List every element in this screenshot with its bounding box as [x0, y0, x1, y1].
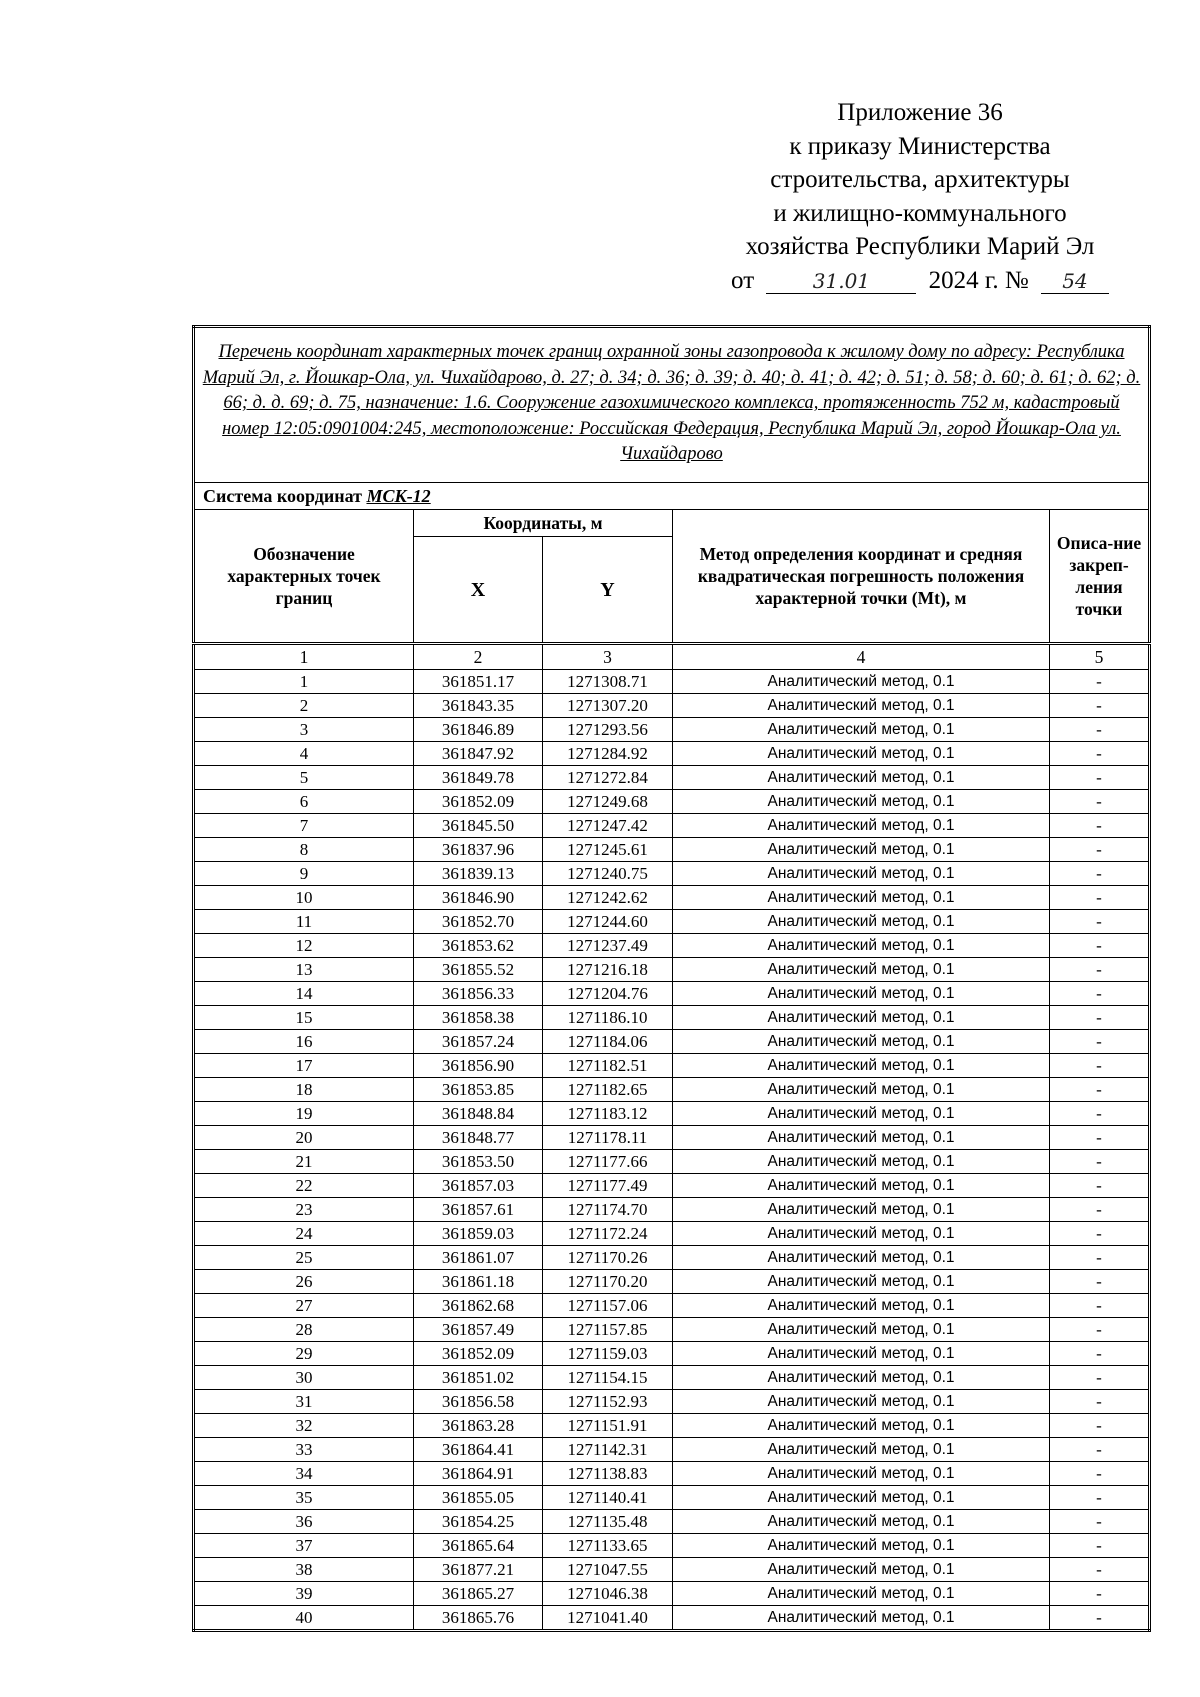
coord-y-cell: 1271174.70: [543, 1198, 673, 1222]
coord-x-cell: 361852.09: [414, 790, 543, 814]
coordinate-system-value: МСК-12: [366, 485, 431, 506]
table-row: [194, 1246, 1150, 1270]
coord-y-cell: 1271151.91: [543, 1414, 673, 1438]
point-id-cell: 7: [194, 814, 414, 838]
method-cell: Аналитический метод, 0.1: [673, 910, 1050, 934]
table-row: [194, 1606, 1150, 1631]
coord-x-cell: 361839.13: [414, 862, 543, 886]
description-cell: -: [1050, 814, 1150, 838]
coord-y-cell: 1271159.03: [543, 1342, 673, 1366]
point-id-cell: 40: [194, 1606, 414, 1631]
description-cell: -: [1050, 1078, 1150, 1102]
description-cell: -: [1050, 1198, 1150, 1222]
coord-y-cell: 1271182.51: [543, 1054, 673, 1078]
point-id-cell: 6: [194, 790, 414, 814]
point-id-cell: 8: [194, 838, 414, 862]
point-id-cell: 23: [194, 1198, 414, 1222]
table-row: [194, 1102, 1150, 1126]
table-row: [194, 694, 1150, 718]
coord-y-cell: 1271157.06: [543, 1294, 673, 1318]
description-cell: -: [1050, 1102, 1150, 1126]
coord-x-cell: 361857.03: [414, 1174, 543, 1198]
table-row: [194, 958, 1150, 982]
column-number: 1: [194, 644, 414, 670]
method-cell: Аналитический метод, 0.1: [673, 982, 1050, 1006]
coord-y-cell: 1271140.41: [543, 1486, 673, 1510]
point-id-cell: 19: [194, 1102, 414, 1126]
coord-x-cell: 361854.25: [414, 1510, 543, 1534]
table-row: [194, 1150, 1150, 1174]
header-x: X: [414, 537, 543, 644]
description-cell: -: [1050, 1606, 1150, 1631]
method-cell: Аналитический метод, 0.1: [673, 1246, 1050, 1270]
coord-x-cell: 361845.50: [414, 814, 543, 838]
coord-y-cell: 1271242.62: [543, 886, 673, 910]
table-row: [194, 862, 1150, 886]
description-cell: -: [1050, 1534, 1150, 1558]
coord-y-cell: 1271047.55: [543, 1558, 673, 1582]
coord-y-cell: 1271138.83: [543, 1462, 673, 1486]
table-row: [194, 1030, 1150, 1054]
point-id-cell: 24: [194, 1222, 414, 1246]
method-cell: Аналитический метод, 0.1: [673, 1006, 1050, 1030]
method-cell: Аналитический метод, 0.1: [673, 670, 1050, 694]
table-row: [194, 1078, 1150, 1102]
point-id-cell: 18: [194, 1078, 414, 1102]
coord-x-cell: 361857.49: [414, 1318, 543, 1342]
coord-x-cell: 361847.92: [414, 742, 543, 766]
coord-x-cell: 361849.78: [414, 766, 543, 790]
method-cell: Аналитический метод, 0.1: [673, 766, 1050, 790]
table-row: [194, 718, 1150, 742]
table-row: [194, 1270, 1150, 1294]
point-id-cell: 3: [194, 718, 414, 742]
description-cell: -: [1050, 934, 1150, 958]
point-id-cell: 16: [194, 1030, 414, 1054]
point-id-cell: 36: [194, 1510, 414, 1534]
method-cell: Аналитический метод, 0.1: [673, 838, 1050, 862]
coord-x-cell: 361858.38: [414, 1006, 543, 1030]
coord-x-cell: 361864.91: [414, 1462, 543, 1486]
description-cell: -: [1050, 718, 1150, 742]
point-id-cell: 27: [194, 1294, 414, 1318]
handwritten-number: 54: [1041, 269, 1109, 294]
coord-x-cell: 361855.52: [414, 958, 543, 982]
coord-y-cell: 1271182.65: [543, 1078, 673, 1102]
point-id-cell: 17: [194, 1054, 414, 1078]
coord-y-cell: 1271183.12: [543, 1102, 673, 1126]
header-method: Метод определения координат и средняя квадратическая погрешность положения характерной точки (Mt), м: [673, 510, 1050, 644]
table-row: [194, 1198, 1150, 1222]
coord-y-cell: 1271177.49: [543, 1174, 673, 1198]
coord-x-cell: 361861.18: [414, 1270, 543, 1294]
method-cell: Аналитический метод, 0.1: [673, 1342, 1050, 1366]
coord-y-cell: 1271249.68: [543, 790, 673, 814]
point-id-cell: 1: [194, 670, 414, 694]
coord-x-cell: 361852.70: [414, 910, 543, 934]
coord-y-cell: 1271046.38: [543, 1582, 673, 1606]
column-number: 2: [414, 644, 543, 670]
appendix-line: строительства, архитектуры: [770, 166, 1070, 193]
table-row: [194, 1126, 1150, 1150]
description-cell: -: [1050, 1414, 1150, 1438]
coord-x-cell: 361877.21: [414, 1558, 543, 1582]
header-coordinates: Координаты, м: [414, 510, 673, 537]
coord-x-cell: 361855.05: [414, 1486, 543, 1510]
method-cell: Аналитический метод, 0.1: [673, 1510, 1050, 1534]
table-row: [194, 1294, 1150, 1318]
column-number: 4: [673, 644, 1050, 670]
point-id-cell: 5: [194, 766, 414, 790]
point-id-cell: 39: [194, 1582, 414, 1606]
method-cell: Аналитический метод, 0.1: [673, 886, 1050, 910]
header-y: Y: [543, 537, 673, 644]
table-row: [194, 1390, 1150, 1414]
point-id-cell: 13: [194, 958, 414, 982]
coord-x-cell: 361859.03: [414, 1222, 543, 1246]
method-cell: Аналитический метод, 0.1: [673, 1486, 1050, 1510]
table-row: [194, 742, 1150, 766]
method-cell: Аналитический метод, 0.1: [673, 1126, 1050, 1150]
method-cell: Аналитический метод, 0.1: [673, 1078, 1050, 1102]
coord-x-cell: 361865.64: [414, 1534, 543, 1558]
description-cell: -: [1050, 1054, 1150, 1078]
point-id-cell: 2: [194, 694, 414, 718]
coord-y-cell: 1271244.60: [543, 910, 673, 934]
point-id-cell: 31: [194, 1390, 414, 1414]
header-point: Обозначение характерных точек границ: [194, 510, 414, 644]
table-row: [194, 1486, 1150, 1510]
method-cell: Аналитический метод, 0.1: [673, 1414, 1050, 1438]
table-row: [194, 1462, 1150, 1486]
description-cell: -: [1050, 958, 1150, 982]
method-cell: Аналитический метод, 0.1: [673, 1030, 1050, 1054]
table-row: [194, 1222, 1150, 1246]
point-id-cell: 38: [194, 1558, 414, 1582]
coord-y-cell: 1271135.48: [543, 1510, 673, 1534]
point-id-cell: 12: [194, 934, 414, 958]
coord-y-cell: 1271204.76: [543, 982, 673, 1006]
method-cell: Аналитический метод, 0.1: [673, 742, 1050, 766]
point-id-cell: 11: [194, 910, 414, 934]
description-cell: -: [1050, 862, 1150, 886]
description-cell: -: [1050, 790, 1150, 814]
table-title: Перечень координат характерных точек границ охранной зоны газопровода к жилому дому по адресу: Республика Марий Эл, г. Йошкар-Ола, ул. Чихайдарово, д. 27; д. 34; д. 36; д. 39; д. 40; д. 41; д. 42; д. 51; д. 58; д. 60; д. 61; д. 62; д. 66; д. д. 69; д. 75, назначение: 1.6. Сооружение газохимического комплекса, протяженность 752 м, кадастровый номер 12:05:0901004:245, местоположение: Российская Федерация, Республика Марий Эл, город Йошкар-Ола ул. Чихайдарово: [194, 327, 1150, 483]
coord-x-cell: 361848.77: [414, 1126, 543, 1150]
coord-y-cell: 1271041.40: [543, 1606, 673, 1631]
coordinate-system: [194, 483, 1150, 510]
method-cell: Аналитический метод, 0.1: [673, 1462, 1050, 1486]
point-id-cell: 14: [194, 982, 414, 1006]
description-cell: -: [1050, 742, 1150, 766]
description-cell: -: [1050, 1318, 1150, 1342]
coord-y-cell: 1271272.84: [543, 766, 673, 790]
method-cell: Аналитический метод, 0.1: [673, 1102, 1050, 1126]
coord-x-cell: 361856.58: [414, 1390, 543, 1414]
description-cell: -: [1050, 1126, 1150, 1150]
description-cell: -: [1050, 670, 1150, 694]
method-cell: Аналитический метод, 0.1: [673, 718, 1050, 742]
coord-y-cell: 1271293.56: [543, 718, 673, 742]
coord-x-cell: 361853.50: [414, 1150, 543, 1174]
table-row: [194, 886, 1150, 910]
coord-x-cell: 361851.02: [414, 1366, 543, 1390]
method-cell: Аналитический метод, 0.1: [673, 1366, 1050, 1390]
coord-x-cell: 361862.68: [414, 1294, 543, 1318]
column-numbers-row: [194, 644, 1150, 670]
table-row: [194, 790, 1150, 814]
table-row: [194, 1174, 1150, 1198]
coord-y-cell: 1271240.75: [543, 862, 673, 886]
appendix-line: хозяйства Республики Марий Эл: [745, 233, 1095, 260]
method-cell: Аналитический метод, 0.1: [673, 1150, 1050, 1174]
appendix-line: к приказу Министерства: [789, 132, 1051, 160]
method-cell: Аналитический метод, 0.1: [673, 1198, 1050, 1222]
coord-y-cell: 1271133.65: [543, 1534, 673, 1558]
point-id-cell: 10: [194, 886, 414, 910]
coord-y-cell: 1271177.66: [543, 1150, 673, 1174]
point-id-cell: 9: [194, 862, 414, 886]
method-cell: Аналитический метод, 0.1: [673, 1438, 1050, 1462]
coord-y-cell: 1271247.42: [543, 814, 673, 838]
coord-x-cell: 361856.90: [414, 1054, 543, 1078]
description-cell: -: [1050, 982, 1150, 1006]
appendix-line: и жилищно-коммунального: [773, 199, 1067, 227]
point-id-cell: 22: [194, 1174, 414, 1198]
coord-y-cell: 1271245.61: [543, 838, 673, 862]
table-row: [194, 1510, 1150, 1534]
point-id-cell: 26: [194, 1270, 414, 1294]
point-id-cell: 21: [194, 1150, 414, 1174]
method-cell: Аналитический метод, 0.1: [673, 1174, 1050, 1198]
coord-x-cell: 361865.76: [414, 1606, 543, 1631]
description-cell: -: [1050, 1030, 1150, 1054]
method-cell: Аналитический метод, 0.1: [673, 1582, 1050, 1606]
coord-x-cell: 361864.41: [414, 1438, 543, 1462]
description-cell: -: [1050, 1150, 1150, 1174]
order-date-line: [680, 264, 1160, 298]
method-cell: Аналитический метод, 0.1: [673, 1606, 1050, 1631]
coord-y-cell: 1271170.20: [543, 1270, 673, 1294]
table-row: [194, 766, 1150, 790]
table-row: [194, 1582, 1150, 1606]
coord-y-cell: 1271170.26: [543, 1246, 673, 1270]
method-cell: Аналитический метод, 0.1: [673, 1222, 1050, 1246]
method-cell: Аналитический метод, 0.1: [673, 790, 1050, 814]
coord-y-cell: 1271157.85: [543, 1318, 673, 1342]
handwritten-date: 31.01: [766, 269, 916, 294]
table-row: [194, 1006, 1150, 1030]
description-cell: -: [1050, 910, 1150, 934]
method-cell: Аналитический метод, 0.1: [673, 694, 1050, 718]
coord-x-cell: 361857.61: [414, 1198, 543, 1222]
point-id-cell: 15: [194, 1006, 414, 1030]
table-row: [194, 814, 1150, 838]
appendix-line: Приложение 36: [837, 99, 1003, 126]
point-id-cell: 29: [194, 1342, 414, 1366]
description-cell: -: [1050, 694, 1150, 718]
description-cell: -: [1050, 838, 1150, 862]
table-row: [194, 1558, 1150, 1582]
coord-y-cell: 1271152.93: [543, 1390, 673, 1414]
description-cell: -: [1050, 886, 1150, 910]
description-cell: -: [1050, 1510, 1150, 1534]
coord-x-cell: 361848.84: [414, 1102, 543, 1126]
coord-y-cell: 1271142.31: [543, 1438, 673, 1462]
method-cell: Аналитический метод, 0.1: [673, 1534, 1050, 1558]
coord-x-cell: 361846.90: [414, 886, 543, 910]
point-id-cell: 30: [194, 1366, 414, 1390]
description-cell: -: [1050, 1174, 1150, 1198]
method-cell: Аналитический метод, 0.1: [673, 1054, 1050, 1078]
coord-x-cell: 361853.62: [414, 934, 543, 958]
table-row: [194, 982, 1150, 1006]
description-cell: -: [1050, 1438, 1150, 1462]
description-cell: -: [1050, 1246, 1150, 1270]
point-id-cell: 20: [194, 1126, 414, 1150]
method-cell: Аналитический метод, 0.1: [673, 934, 1050, 958]
year-text: 2024 г. №: [928, 266, 1029, 294]
point-id-cell: 33: [194, 1438, 414, 1462]
description-cell: -: [1050, 1462, 1150, 1486]
point-id-cell: 25: [194, 1246, 414, 1270]
point-id-cell: 4: [194, 742, 414, 766]
table-row: [194, 1318, 1150, 1342]
description-cell: -: [1050, 1270, 1150, 1294]
description-cell: -: [1050, 1006, 1150, 1030]
table-row: [194, 1342, 1150, 1366]
table-row: [194, 910, 1150, 934]
table-row: [194, 670, 1150, 694]
coord-y-cell: 1271186.10: [543, 1006, 673, 1030]
method-cell: Аналитический метод, 0.1: [673, 1270, 1050, 1294]
coord-x-cell: 361861.07: [414, 1246, 543, 1270]
coord-y-cell: 1271184.06: [543, 1030, 673, 1054]
description-cell: -: [1050, 766, 1150, 790]
point-id-cell: 34: [194, 1462, 414, 1486]
method-cell: Аналитический метод, 0.1: [673, 862, 1050, 886]
table-row: [194, 1414, 1150, 1438]
coord-x-cell: 361843.35: [414, 694, 543, 718]
description-cell: -: [1050, 1222, 1150, 1246]
method-cell: Аналитический метод, 0.1: [673, 814, 1050, 838]
point-id-cell: 32: [194, 1414, 414, 1438]
coord-y-cell: 1271284.92: [543, 742, 673, 766]
coord-y-cell: 1271178.11: [543, 1126, 673, 1150]
coord-x-cell: 361851.17: [414, 670, 543, 694]
column-number: 5: [1050, 644, 1150, 670]
description-cell: -: [1050, 1486, 1150, 1510]
coord-x-cell: 361865.27: [414, 1582, 543, 1606]
coord-y-cell: 1271154.15: [543, 1366, 673, 1390]
table-row: [194, 1438, 1150, 1462]
coord-x-cell: 361857.24: [414, 1030, 543, 1054]
coord-x-cell: 361837.96: [414, 838, 543, 862]
coord-y-cell: 1271216.18: [543, 958, 673, 982]
description-cell: -: [1050, 1366, 1150, 1390]
description-cell: -: [1050, 1558, 1150, 1582]
coord-x-cell: 361853.85: [414, 1078, 543, 1102]
coord-x-cell: 361846.89: [414, 718, 543, 742]
coord-x-cell: 361852.09: [414, 1342, 543, 1366]
coord-x-cell: 361856.33: [414, 982, 543, 1006]
header-description: Описа-ние закреп-ления точки: [1050, 510, 1150, 644]
table-row: [194, 1054, 1150, 1078]
method-cell: Аналитический метод, 0.1: [673, 1558, 1050, 1582]
point-id-cell: 28: [194, 1318, 414, 1342]
coordinate-system-label: Система координат: [203, 485, 362, 506]
coordinates-table: [192, 325, 1151, 1632]
description-cell: -: [1050, 1294, 1150, 1318]
coord-y-cell: 1271308.71: [543, 670, 673, 694]
coord-y-cell: 1271307.20: [543, 694, 673, 718]
description-cell: -: [1050, 1390, 1150, 1414]
coord-y-cell: 1271172.24: [543, 1222, 673, 1246]
coord-x-cell: 361863.28: [414, 1414, 543, 1438]
coord-y-cell: 1271237.49: [543, 934, 673, 958]
table-row: [194, 838, 1150, 862]
method-cell: Аналитический метод, 0.1: [673, 1294, 1050, 1318]
method-cell: Аналитический метод, 0.1: [673, 1390, 1050, 1414]
description-cell: -: [1050, 1582, 1150, 1606]
appendix-header: [680, 96, 1160, 297]
description-cell: -: [1050, 1342, 1150, 1366]
date-prefix: от: [731, 266, 755, 294]
method-cell: Аналитический метод, 0.1: [673, 958, 1050, 982]
point-id-cell: 37: [194, 1534, 414, 1558]
point-id-cell: 35: [194, 1486, 414, 1510]
table-row: [194, 1366, 1150, 1390]
column-number: 3: [543, 644, 673, 670]
table-row: [194, 1534, 1150, 1558]
method-cell: Аналитический метод, 0.1: [673, 1318, 1050, 1342]
table-row: [194, 934, 1150, 958]
